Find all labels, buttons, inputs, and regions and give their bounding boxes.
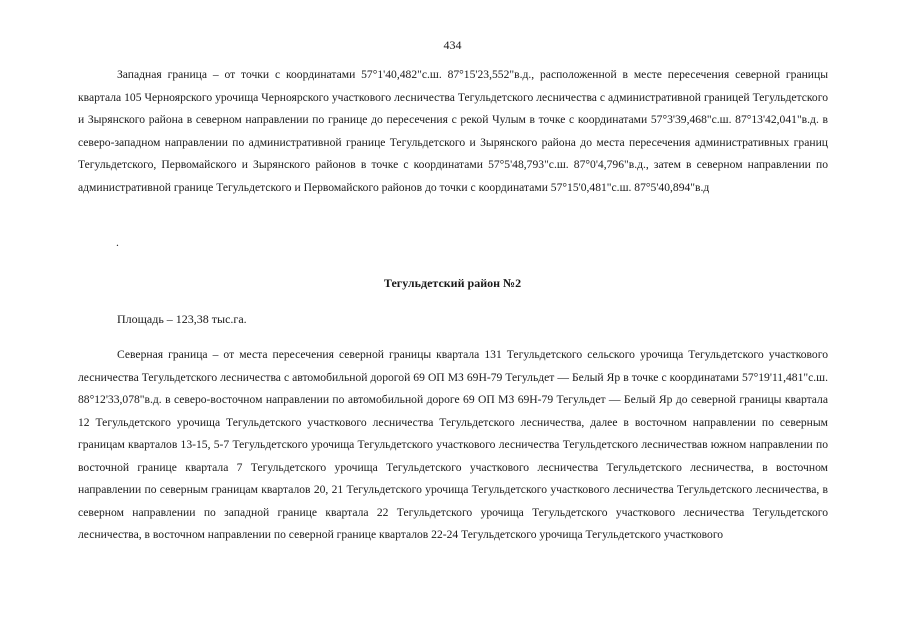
- area-line: Площадь – 123,38 тыс.га.: [117, 312, 247, 326]
- stray-dot: .: [116, 236, 119, 249]
- western-border-paragraph: Западная граница – от точки с координатами 57°1'40,482"с.ш. 87°15'23,552"в.д., расположенной в месте пересечения северной границы квартала 105 Черноярского урочища Черноярского участкового лесничества Тегульдетского лесничества с административной границей Тегульдетского и Зырянского района в северном направлении по границе до пересечения с рекой Чулым в точке с координатами 57°3'39,468"с.ш. 87°13'42,041"в.д. в северо-западном направлении по административной границе Тегульдетского и Зырянского района до места пересечения административных границ Тегульдетского, Первомайского и Зырянского районов в точке с координатами 57°5'48,793"с.ш. 87°0'4,796"в.д., затем в северном направлении по административной границе Тегульдетского и Первомайского районов до точки с координатами 57°15'0,481"с.ш. 87°5'40,894"в.д: [78, 68, 828, 194]
- page-number: 434: [443, 38, 462, 52]
- northern-border-paragraph: Северная граница – от места пересечения северной границы квартала 131 Тегульдетского сельского урочища Тегульдетского участкового лесничества Тегульдетского лесничества с автомобильной дорогой 69 ОП МЗ 69Н-79 Тегульдет — Белый Яр в точке с координатами 57°19'11,481"с.ш. 88°12'33,078"в.д. в северо-восточном направлении по автомобильной дороге 69 ОП МЗ 69Н-79 Тегульдет — Белый Яр до северной границы квартала 12 Тегульдетского урочища Тегульдетского участкового лесничества Тегульдетского лесничества, далее в восточном направлении по северным границам кварталов 13-15, 5-7 Тегульдетского урочища Тегульдетского участкового лесничества Тегульдетского лесничествав южном направлении по восточной границе квартала 7 Тегульдетского урочища Тегульдетского участкового лесничества Тегульдетского лесничества, в восточном направлении по северным границам кварталов 20, 21 Тегульдетского урочища Тегульдетского участкового лесничества Тегульдетского лесничества, в северном направлении по западной границе квартала 22 Тегульдетского урочища Тегульдетского участкового лесничества Тегульдетского лесничества, в восточном направлении по северной границе кварталов 22-24 Тегульдетского урочища Тегульдетского участкового: [78, 348, 828, 541]
- section-heading: Тегульдетский район №2: [383, 276, 522, 290]
